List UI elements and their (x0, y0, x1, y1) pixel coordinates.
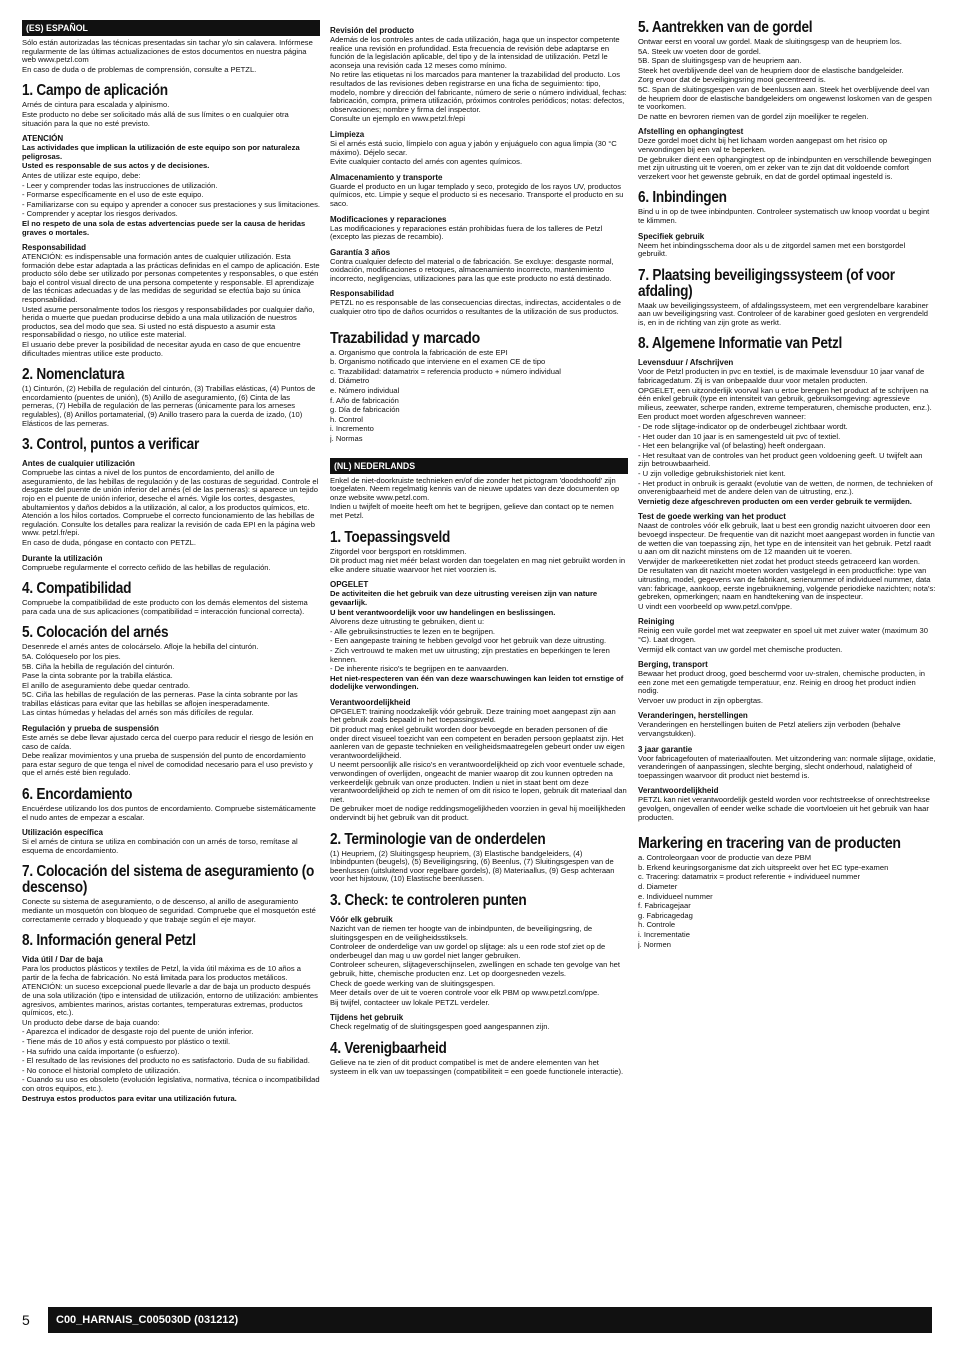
subheading: Responsabilidad (330, 289, 395, 299)
paragraph: e. Número individual (330, 386, 400, 396)
paragraph: - U zijn volledige gebruikshistoriek niet kent. (638, 469, 786, 478)
warning-text: Het niet-respecteren van één van deze waarschuwingen kan leiden tot ernstige of dodelijke verwondingen. (330, 673, 624, 692)
subheading: Specifiek gebruik (638, 231, 705, 241)
paragraph: - Familiarizarse con su equipo y aprender a conocer sus prestaciones y sus limitaciones. (22, 199, 320, 209)
subheading: OPGELET (330, 580, 369, 590)
subheading: Responsabilidad (22, 243, 87, 253)
paragraph: - Het product in onbruik is geraakt (evolutie van de wetten, de normen, de technieken of onverenigbaarheid met de andere delen van de uitrusting, enz.). (638, 478, 933, 497)
paragraph: b. Erkend keuringsorganisme dat zich uitspreekt over het EC type-examen (638, 862, 889, 872)
subheading: Revisión del producto (330, 26, 415, 35)
paragraph: Dit product mag enkel gebruikt worden door bevoegde en beraden personen of die onder direct visueel toezicht van een competent en beraden persoon geplaatst zijn. Het aanleren van de gepaste technieken en veiligheidsmaatregelen gebeurt onder uw eigen verantwoordelijkheid. (330, 725, 625, 760)
subheading: 3 jaar garantie (638, 744, 693, 754)
paragraph: Maak uw beveiligingssysteem, of afdalingssysteem, met een vergrendelbare karabiner aan uw beveiligingsring vast. Controleer of de karabiner goed gesloten en vergrendeld is, en in de richting van zijn grote as werkt. (638, 300, 929, 327)
paragraph: d. Diámetro (330, 376, 370, 386)
paragraph: - Formarse específicamente en el uso de este equipo. (22, 190, 204, 200)
paragraph: Compruebe regularmente el correcto ceñido de las hebillas de regulación. (22, 562, 271, 572)
paragraph: Encuérdese utilizando los dos puntos de encordamiento. Compruebe sistemáticamente el nudo antes de empezar a escalar. (22, 804, 316, 822)
subheading: Antes de cualquier utilización (22, 459, 135, 469)
section-heading: 5. Colocación del arnés (22, 624, 169, 642)
section-heading: 6. Inbindingen (638, 189, 727, 207)
language-header: (ES) ESPAÑOL (22, 20, 320, 36)
section-heading: 2. Terminologie van de onderdelen (330, 830, 546, 848)
subheading: Modificaciones y reparaciones (330, 214, 447, 224)
paragraph: h. Controle (638, 920, 676, 930)
paragraph: 5C. Span de sluitingsgespen van de beenlussen aan. Steek het overblijvende deel van de heupriem door de elastische bandgeleiders om ongewenst loskomen van de gespen te voorkomen. (638, 84, 932, 112)
paragraph: e. Individueel nummer (638, 891, 713, 901)
paragraph: Dit product mag niet méér belast worden dan toegelaten en mag niet gebruikt worden in elke andere situatie waarvoor het niet voorzien is. (330, 556, 626, 574)
paragraph: Arnés de cintura para escalada y alpinismo. (22, 100, 170, 110)
paragraph: U neemt persoonlijk alle risico's en verantwoordelijkheid op zich voor eventuele schade, verwondingen of overlijden, ongeacht de manier waarop dit zou kunnen optreden na verkeerdelijk gebruik van onze producten. Indien u niet in staat bent om deze verantwoordelijkheid op zich te nemen of om dit risico te lopen, gebruik dit materiaal dan niet. (330, 760, 627, 804)
paragraph: Este arnés se debe llevar ajustado cerca del cuerpo para reducir el riesgo de lesión en caso de caída. (22, 733, 314, 751)
section-heading: 4. Compatibilidad (22, 580, 132, 598)
paragraph: ATENCIÓN: un suceso excepcional puede llevarle a dar de baja un producto después de una sola utilización (tipo e intensidad de utilización, entorno de utilización: ambientes agresivos, ambientes marinos, aristas cortantes, temperaturas extremas, productos químicos, etc.). (22, 982, 318, 1018)
paragraph: 5C. Ciña las hebillas de regulación de las perneras. Pase la cinta sobrante por las trabillas elásticas para evitar que las hebillas se aflojen inesperadamente. (22, 690, 298, 708)
paragraph: f. Año de fabricación (330, 395, 399, 405)
paragraph: Check de goede werking van de sluitingsgespen. (330, 978, 496, 988)
subheading: Verantwoordelijkheid (638, 786, 719, 796)
paragraph: Reinig een vuile gordel met wat zeepwater en spoel uit met zuiver water (maximum 30 °C). Laat drogen. (638, 626, 928, 644)
paragraph: f. Fabricagejaar (638, 901, 691, 911)
paragraph: Compruebe las cintas a nivel de los puntos de encordamiento, del anillo de aseguramiento, de las hebillas de regulación y de las costuras de seguridad. Controle el desgaste del puente de unión inferior del arnés (el de las perneras): si aparece un tejido rojo en el puente de unión inferior, deseche el arnés. Vigile los cortes, desgastes, abultamientos y daños debidos a la utilización, al calor, a los productos químicos, etc. Atención a los hilos cortados. Compruebe el correcto funcionamiento de las hebillas de regulación. Consulte los detalles para realizar la revisión de cada EPI en la página web www. petzl.fr/epi. (22, 468, 319, 538)
paragraph: Voor fabricagefouten of materiaalfouten. Met uitzondering van: normale slijtage, oxidatie, veranderingen of aanpassingen, slechte berging, slecht onderhoud, nalatigheid of toepassingen waarvoor dit product niet bestemd is. (638, 753, 936, 780)
section-heading: 1. Toepassingsveld (330, 528, 451, 546)
subheading: Tijdens het gebruik (330, 1013, 404, 1023)
section-heading: 3. Control, puntos a verificar (22, 436, 200, 454)
page-number: 5 (22, 1312, 30, 1328)
paragraph: Las modificaciones y reparaciones están prohibidas fuera de los talleres de Petzl (excepto las piezas de recambio). (330, 223, 603, 242)
paragraph: a. Organismo que controla la fabricación de este EPI (330, 347, 508, 357)
paragraph: - Leer y comprender todas las instrucciones de utilización. (22, 180, 218, 190)
paragraph: h. Control (330, 414, 363, 424)
paragraph: Contra cualquier defecto del material o de fabricación. Se excluye: desgaste normal, oxidación, modificaciones o retoques, almacenamiento incorrecto, mantenimiento incorrecto, negligencias, utilizaciones para las que este producto no está destinado. (330, 256, 614, 283)
paragraph: Para los productos plásticos y textiles de Petzl, la vida útil máxima es de 10 años a partir de la fecha de fabricación. No está limitada para los productos metálicos. (22, 964, 301, 982)
paragraph: Check regelmatig of de sluitingsgespen goed aangespannen zijn. (330, 1022, 550, 1032)
paragraph: Usted asume personalmente todos los riesgos y responsabilidades por cualquier daño, herida o muerte que puedan producirse debido a una mala utilización de nuestros productos, sea del modo que sea. Si usted no está dispuesto a asumir esta responsabilidad o riesgo, no utilice este material. (22, 304, 315, 340)
paragraph: Steek het overblijvende deel van de heupriem door de elastische bandgeleider. (638, 65, 904, 75)
paragraph: Veranderingen en herstellingen buiten de Petzl ateliers zijn verboden (behalve vervangstukken). (638, 720, 901, 739)
paragraph: Guarde el producto en un lugar templado y seco, protegido de los rayos UV, productos químicos, etc. Limpie y seque el producto si es necesario. Transporte el producto en su saco. (330, 181, 624, 208)
paragraph: Nazicht van de riemen ter hoogte van de inbindpunten, de beveiligingsring, de sluitingsgespen en de veiligheidsstiksels. (330, 923, 593, 942)
paragraph: OPGELET: training noodzakelijk vóór gebruik. Deze training moet aangepast zijn aan het gebruik zoals bepaald in het toepassingsveld. (330, 706, 616, 725)
subheading: Berging, transport (638, 660, 708, 670)
column-2 (330, 20, 628, 1290)
warning-text: U bent verantwoordelijk voor uw handelingen en beslissingen. (330, 607, 556, 617)
paragraph: De resultaten van dit nazicht moeten worden vastgelegd in een productfiche: type van uitrusting, model, gegevens van de fabrikant, serienummer of individueel nummer, data van: fabricage, aankoop, eerste ingebruikneming, volgende periodieke nazichten; nota's: gebreken, opmerkingen; naam en handtekening van de inspecteur. (638, 566, 936, 602)
subheading: Utilización específica (22, 828, 103, 838)
paragraph: - Cuando su uso es obsoleto (evolución legislativa, normativa, técnica o incompatibilidad con otros equipos, etc.). (22, 1075, 320, 1093)
subheading: Garantía 3 años (330, 247, 391, 257)
paragraph: (1) Cinturón, (2) Hebilla de regulación del cinturón, (3) Trabillas elásticas, (4) Puntos de encordamiento (puentes de unión), (5) Anillo de aseguramiento, (6) Cinta de las perneras, (7) Hebilla de regulación de las perneras (únicamente para los arneses regulables), (8) Anillos portamaterial, (9) Anillo trasero para la cuerda de izado, (10) Elásticos de las perneras. (22, 384, 316, 428)
subheading: Almacenamiento y transporte (330, 172, 443, 182)
paragraph: - Comprender y aceptar los riesgos derivados. (22, 209, 178, 219)
section-heading: Markering en tracering van de producten (638, 835, 901, 853)
paragraph: U vindt een voorbeeld op www.petzl.com/ppe. (638, 601, 793, 611)
paragraph: b. Organismo notificado que interviene en el examen CE de tipo (330, 357, 546, 367)
paragraph: PETZL no es responsable de las consecuencias directas, indirectas, accidentales o de cualquier otro tipo de daños ocurridos o resultantes de la utilización de sus productos. (330, 298, 621, 317)
paragraph: Bewaar het product droog, goed beschermd voor uv-stralen, chemische producten, in een zone met een gematigde temperatuur, enz. Reinig en droog het product indien nodig. (638, 669, 926, 696)
paragraph: ATENCIÓN: es indispensable una formación antes de cualquier utilización. Esta formación debe estar adaptada a las prácticas definidas en el campo de aplicación. Este producto sólo debe ser utilizado por personas competentes y responsables, o que estén bajo el control visual directo de una persona competente y responsable. El aprendizaje de las técnicas adecuadas y de las medidas de seguridad se efectúa bajo su única responsabilidad. (22, 252, 320, 305)
paragraph: a. Controleorgaan voor de productie van deze PBM (638, 853, 812, 863)
subheading: Vida útil / Dar de baja (22, 955, 103, 965)
paragraph: Verwijder de markeeretiketten niet zodat het product steeds getraceerd kan worden. (638, 556, 920, 566)
paragraph: - No conoce el historial completo de utilización. (22, 1065, 181, 1075)
paragraph: El usuario debe prever la posibilidad de necesitar ayuda en caso de que encuentre dificultades mientras utilice este producto. (22, 340, 301, 358)
paragraph: - De inherente risico's te begrijpen en te aanvaarden. (330, 664, 509, 674)
paragraph: Evite cualquier contacto del arnés con agentes químicos. (330, 157, 523, 167)
paragraph: Compruebe la compatibilidad de este producto con los demás elementos del sistema para cada una de sus aplicaciones (compatibilidad = interacción funcional correcta). (22, 598, 308, 616)
warning-text: Vernietig deze afgeschreven producten om een verder gebruik te vermijden. (638, 496, 912, 506)
subheading: Test de goede werking van het product (638, 512, 786, 522)
paragraph: - El resultado de las revisiones del producto no es satisfactorio. Duda de su fiabilidad. (22, 1056, 310, 1066)
paragraph: Consulte un ejemplo en www.petzl.fr/epi (330, 114, 466, 124)
paragraph: En caso de duda o de problemas de comprensión, consulte a PETZL. (22, 64, 257, 74)
page-footer (22, 1307, 932, 1333)
paragraph: - Zich vertrouwd te maken met uw uitrusting; zijn prestaties en beperkingen te leren kennen. (330, 645, 610, 664)
paragraph: Zorg ervoor dat de beveiligingsring mooi gecentreerd is. (638, 75, 826, 85)
paragraph: c. Trazabilidad: datamatrix = referencia producto + número individual (330, 366, 561, 376)
paragraph: Een product moet worden afgeschreven wanneer: (638, 412, 807, 422)
paragraph: (1) Heupriem, (2) Sluitingsgesp heupriem, (3) Elastische bandgeleiders, (4) Inbindpunten (beugels), (5) Beveiligingsring, (6) Beenlus, (7) Sluitingsgespen van de beenlussen (uitsluitend voor regelbare gordels), (8) Materiaallus, (9) Gesp achteraan voor het hijstouw, (10) Elastische beenlussen. (330, 848, 615, 884)
paragraph: Controleer de onderdelige van uw gordel op slijtage: als u een rode stof ziet op de onderbeugel dan mag u uw gordel niet langer gebruiken. (330, 942, 606, 960)
warning-text: El no respeto de una sola de estas advertencias puede ser la causa de heridas graves o mortales. (22, 218, 306, 237)
paragraph: Voor de Petzl producten in pvc en textiel, is de maximale levensduur 10 jaar vanaf de fabricagedatum. Zij is van onbepaalde duur voor metalen producten. (638, 367, 925, 386)
paragraph: - Ha sufrido una caída importante (o esfuerzo). (22, 1046, 180, 1056)
subheading: Veranderingen, herstellingen (638, 711, 748, 721)
section-heading: 7. Plaatsing beveiligingssysteem (of voor afdaling) (638, 266, 895, 300)
paragraph: No retire las etiquetas ni los marcados para mantener la trazabilidad del producto. Los resultados de las revisiones deben registrarse en una ficha de seguimiento: tipo, modelo, nombre y dirección del fabricante, número de serie o número individual, fechas: fabricación, compra, primera utilización, próximos controles periódicos; notas: defectos, observaciones; nombre y firma del inspector. (330, 70, 627, 114)
paragraph: j. Normen (638, 939, 671, 949)
paragraph: Un producto debe darse de baja cuando: (22, 1017, 160, 1027)
paragraph: Zitgordel voor bergsport en rotsklimmen. (330, 546, 467, 556)
subheading: Regulación y prueba de suspensión (22, 724, 159, 734)
paragraph: Este producto no debe ser solicitado más allá de sus límites o en cualquier otra situación para la que no esté previsto. (22, 109, 289, 128)
subheading: Afstelling en ophangingtest (638, 127, 744, 137)
paragraph: - Een aangepaste training te hebben gevolgd voor het gebruik van deze uitrusting. (330, 636, 607, 646)
paragraph: - Aparezca el indicador de desgaste rojo del puente de unión inferior. (22, 1027, 254, 1037)
section-heading: 3. Check: te controleren punten (330, 891, 527, 909)
column-1 (22, 20, 320, 1290)
paragraph: - De rode slijtage-indicator op de onderbeugel zichtbaar wordt. (638, 422, 848, 432)
paragraph: Pase la cinta sobrante por la trabilla elástica. (22, 671, 173, 681)
paragraph: d. Diameter (638, 882, 678, 891)
paragraph: Antes de utilizar este equipo, debe: (22, 170, 141, 180)
paragraph: Gelieve na te zien of dit product compatibel is met de andere elementen van het systeem in elk van uw toepassingen (compatibiliteit = een goede functionele interactie). (330, 1057, 624, 1076)
paragraph: - Het een belangrijke val (of belasting) heeft ondergaan. (638, 441, 826, 451)
column-3 (638, 20, 936, 1290)
subheading: Reiniging (638, 617, 675, 627)
section-heading: Trazabilidad y marcado (330, 329, 480, 347)
section-heading: 2. Nomenclatura (22, 366, 125, 384)
paragraph: Las cintas húmedas y heladas del arnés son más difíciles de regular. (22, 708, 254, 718)
document-code: C00_HARNAIS_C005030D (031212) (48, 1307, 932, 1333)
paragraph: 5A. Steek uw voeten door de gordel. (638, 46, 761, 56)
paragraph: - Het resultaat van de controles van het product geen voldoening geeft. U twijfelt aan zijn betrouwbaarheid. (638, 450, 923, 469)
subheading: Vóór elk gebruik (330, 914, 393, 924)
paragraph: PETZL kan niet verantwoordelijk gesteld worden voor rechtstreekse of onrechtstreekse gevolgen, ongevallen of eender welke schade die voortvloeien uit het gebruik van haar producten. (638, 795, 930, 822)
document-page (22, 20, 938, 1290)
subheading: Limpieza (330, 129, 365, 139)
subheading: Levensduur / Afschrijven (638, 358, 734, 368)
section-heading: 8. Algemene Informatie van Petzl (638, 335, 843, 353)
paragraph: Deze gordel moet dicht bij het lichaam worden aangepast om het risico op verwondingen bij een val te beperken. (638, 136, 888, 154)
paragraph: De natte en bevroren riemen van de gordel zijn moeilijker te regelen. (638, 111, 869, 121)
paragraph: - Alle gebruiksinstructies te lezen en te begrijpen. (330, 626, 496, 636)
paragraph: El anillo de aseguramiento debe quedar centrado. (22, 680, 191, 690)
paragraph: 5B. Ciña la hebilla de regulación del cinturón. (22, 661, 175, 671)
paragraph: De gebruiker moet de nodige reddingsmogelijkheden voorzien in geval hij moeilijkheden ondervindt bij het gebruik van dit product. (330, 804, 626, 822)
paragraph: - Het ouder dan 10 jaar is en samengesteld uit pvc of textiel. (638, 431, 841, 441)
paragraph: De gebruiker dient een ophangingtest op de inbindpunten en verschillende bewegingen met zijn uitrusting uit te voeren, om er zeker van te zijn dat dit voldoende comfort verzekert voor het gewenste gebruik, en dat de gordel optimaal ingesteld is. (638, 154, 932, 181)
paragraph: Conecte su sistema de aseguramiento, o de descenso, al anillo de aseguramiento mediante un mosquetón con bloqueo de seguridad. Compruebe que el mosquetón esté correctamente cerrado y bloqueado y que trabaje según el eje mayor. (22, 897, 316, 924)
section-heading: 4. Verenigbaarheid (330, 1039, 447, 1057)
warning-text: De activiteiten die het gebruik van deze uitrusting vereisen zijn van nature gevaarlijk. (330, 589, 598, 607)
paragraph: Neem het inbindingsschema door als u de zitgordel samen met een borstgordel gebruikt. (638, 240, 906, 259)
section-heading: 7. Colocación del sistema de aseguramiento (o descenso) (22, 863, 315, 897)
paragraph: - Tiene más de 10 años y está compuesto por plástico o textil. (22, 1036, 231, 1046)
subheading: Verantwoordelijkheid (330, 697, 411, 707)
section-heading: 8. Información general Petzl (22, 932, 196, 950)
paragraph: Sólo están autorizadas las técnicas presentadas sin tachar y/o sin calavera. Infórmese regularmente de las últimas actualizaciones de estos documentos en nuestra página web www.petzl.com (22, 38, 313, 65)
paragraph: OPGELET, een uitzonderlijk voorval kan u ertoe brengen het product af te schrijven na één enkel gebruik (type en intensiteit van gebruik, gebruiksomgeving: agressieve milieus, zeewater, scherpe randen, extreme temperaturen, chemische producten, enz.). (638, 385, 932, 412)
paragraph: Si el arnés está sucio, límpielo con agua y jabón y enjuáguelo con agua limpia (30 °C máximo). Déjelo secar. (330, 138, 617, 157)
paragraph: 5B. Span de sluitingsgesp van de heupriem aan. (638, 56, 802, 66)
subheading: Durante la utilización (22, 553, 103, 563)
paragraph: g. Fabricagedag (638, 910, 693, 920)
subheading: ATENCIÓN (22, 134, 64, 144)
paragraph: Bij twijfel, contacteer uw lokale PETZL verdeler. (330, 997, 490, 1007)
section-heading: 1. Campo de aplicación (22, 82, 168, 100)
paragraph: Bind u in op de twee inbindpunten. Controleer systematisch uw knoop voordat u begint te klimmen. (638, 207, 930, 225)
paragraph: i. Incremento (330, 424, 374, 434)
paragraph: En caso de duda, póngase en contacto con PETZL. (22, 537, 196, 547)
paragraph: Indien u twijfelt of moeite heeft om het te begrijpen, gelieve dan contact op te nemen met Petzl. (330, 502, 614, 520)
language-header: (NL) NEDERLANDS (330, 458, 628, 474)
paragraph: Alvorens deze uitrusting te gebruiken, dient u: (330, 617, 485, 627)
paragraph: Naast de controles vóór elk gebruik, laat u best een grondig nazicht uitvoeren door een bevoegd inspecteur. De frequentie van dit nazicht moet aangepast worden in functie van de wetten die van toepassing zijn, het type en de intensiteit van het gebruik. Petzl raadt u aan om dit nazicht minstens om de 12 maanden uit te voeren. (638, 521, 935, 557)
paragraph: g. Día de fabricación (330, 405, 400, 415)
paragraph: Desenrede el arnés antes de colocárselo. Afloje la hebilla del cinturón. (22, 642, 259, 652)
paragraph: Enkel de niet-doorkruiste technieken en/of die zonder het pictogram 'doodshoofd' zijn toegelaten. Neem regelmatig kennis van de nieuwe updates van deze documenten op onze website www.petzl.com. (330, 475, 620, 502)
warning-text: Destruya estos productos para evitar una utilización futura. (22, 1093, 237, 1103)
paragraph: Además de los controles antes de cada utilización, haga que un inspector competente realice una revisión en profundidad. Esta frecuencia de revisión debe adaptarse en función de la legislación aplicable, del tipo y de la intensidad de utilización. Petzl le aconseja una revisión cada 12 meses como mínimo. (330, 35, 620, 70)
paragraph: Controleer scheuren, slijtageverschijnselen, zwellingen en schade ten gevolge van het gebruik, hitte, chemische producten enz. Let op doorgesneden vezels. (330, 960, 621, 978)
paragraph: Ontwar eerst en vooral uw gordel. Maak de sluitingsgesp van de heupriem los. (638, 37, 902, 46)
paragraph: Debe realizar movimientos y una prueba de suspensión del punto de encordamiento para estar seguro de que tenga el nivel de comodidad necesario para el uso previsto y que el arnés esté bien regulado. (22, 751, 313, 778)
warning-text: Usted es responsable de sus actos y de decisiones. (22, 161, 210, 171)
paragraph: Vervoer uw product in zijn opbergtas. (638, 695, 763, 705)
paragraph: i. Incrementatie (638, 929, 690, 939)
section-heading: 6. Encordamiento (22, 786, 133, 804)
paragraph: j. Normas (330, 434, 363, 443)
paragraph: Vermijd elk contact van uw gordel met chemische producten. (638, 644, 843, 654)
paragraph: Meer details over de uit te voeren controle voor elk PBM op www.petzl.com/ppe. (330, 988, 600, 998)
paragraph: c. Tracering: datamatrix = product referentie + individueel nummer (638, 872, 861, 882)
warning-text: Las actividades que implican la utilización de este equipo son por naturaleza peligrosas. (22, 143, 300, 161)
section-heading: 5. Aantrekken van de gordel (638, 20, 813, 36)
paragraph: 5A. Colóqueselo por los pies. (22, 651, 121, 661)
paragraph: Si el arnés de cintura se utiliza en combinación con un arnés de torso, remítase al esquema de encordamiento. (22, 837, 298, 855)
